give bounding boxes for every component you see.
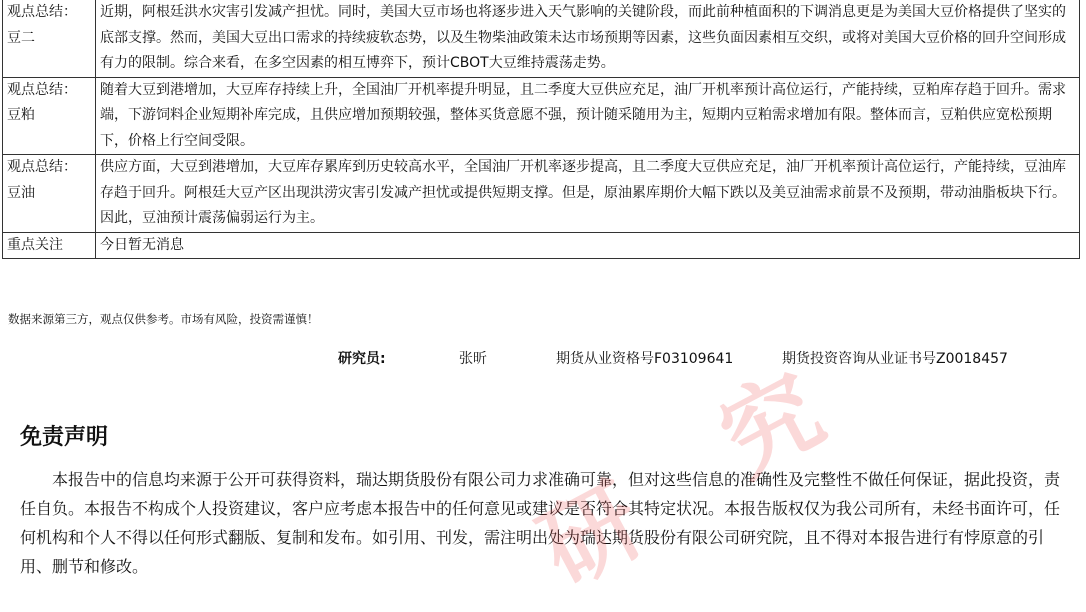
row-label: 观点总结： 豆粕 [3, 77, 96, 155]
futures-license-number: 期货从业资格号F03109641 [556, 351, 734, 367]
row-label: 观点总结： 豆二 [3, 0, 96, 77]
disclaimer-title: 免责声明 [20, 425, 109, 450]
row-text: 近期，阿根廷洪水灾害引发减产担忧。同时，美国大豆市场也将逐步进入天气影响的关键阶段，而此前种植面积的下调消息更是为美国大豆价格提供了坚实的底部支撑。然而，美国大豆出口需求的持续疲软态势，以及生物柴油政策未达市场预期等因素，这些负面因素相互交织，或将对美国大豆价格的回升空间形成有力的限制。综合来看，在多空因素的相互博弈下，预计CBOT大豆维持震荡走势。 [96, 0, 1080, 77]
row-text: 供应方面，大豆到港增加，大豆库存累库到历史较高水平，全国油厂开机率逐步提高，且二季度大豆供应充足，油厂开机率预计高位运行，产能持续，豆油库存趋于回升。阿根廷大豆产区出现洪涝灾害引发减产担忧或提供短期支撑。但是，原油累库期价大幅下跌以及美豆油需求前景不及预期，带动油脂板块下行。因此，豆油预计震荡偏弱运行为主。 [96, 155, 1080, 233]
row-text: 随着大豆到港增加，大豆库存持续上升，全国油厂开机率提升明显，且二季度大豆供应充足，油厂开机率预计高位运行，产能持续，豆粕库存趋于回升。需求端，下游饲料企业短期补库完成，且供应增加预期较强，整体买货意愿不强，预计随采随用为主，短期内豆粕需求增加有限。整体而言，豆粕供应宽松预期下，价格上行空间受限。 [96, 77, 1080, 155]
row-label: 重点关注 [3, 232, 96, 259]
row-label: 观点总结： 豆油 [3, 155, 96, 233]
disclaimer-body: 本报告中的信息均来源于公开可获得资料，瑞达期货股份有限公司力求准确可靠，但对这些信息的准确性及完整性不做任何保证，据此投资，责任自负。本报告不构成个人投资建议，客户应考虑本报告中的任何意见或建议是否符合其特定状况。本报告版权仅为我公司所有，未经书面许可，任何机构和个人不得以任何形式翻版、复制和发布。如引用、刊发，需注明出处为瑞达期货股份有限公司研究院，且不得对本报告进行有悖原意的引用、删节和修改。 [20, 470, 1061, 576]
summary-table [2, 0, 1080, 259]
data-source-note: 数据来源第三方，观点仅供参考。市场有风险，投资需谨慎！ [8, 312, 319, 326]
watermark-char: 研 [522, 463, 661, 608]
row-text: 今日暂无消息 [96, 232, 1080, 259]
researcher-name: 张昕 [459, 351, 487, 367]
table-row [3, 155, 1080, 233]
researcher-label: 研究员: [338, 351, 386, 367]
consulting-license-number: 期货投资咨询从业证书号Z0018457 [782, 351, 1008, 367]
table-row [3, 77, 1080, 155]
table-row [3, 232, 1080, 259]
table-row [3, 0, 1080, 77]
watermark-char: 究 [702, 353, 841, 498]
